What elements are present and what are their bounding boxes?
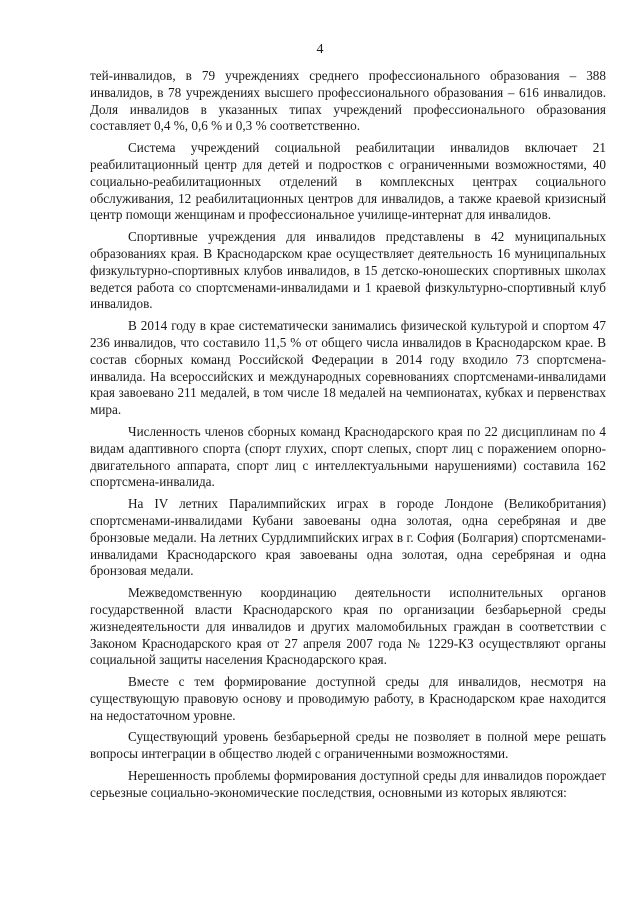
paragraph-paralympic-games: На IV летних Паралимпийских играх в городе Лондоне (Великобритания) спортсменами-инвалидами Кубани завоеваны одна золотая, одна серебряная и две бронзовые медали. На летних Сурдлимпийских играх в г. София (Болгария) спортсменами-инвалидами Краснодарского края завоеваны одна золотая, одна серебряная и одна бронзовая медали. xyxy=(90,496,606,579)
paragraph-coordination: Межведомственную координацию деятельности исполнительных органов государственной власти Краснодарского края по организации безбарьерной среды жизнедеятельности для инвалидов и других маломобильных граждан в соответствии с Законом Краснодарского края от 27 апреля 2007 года № 1229-КЗ осуществляют органы социальной защиты населения Краснодарского края. xyxy=(90,585,606,668)
paragraph-rehabilitation-system: Система учреждений социальной реабилитации инвалидов включает 21 реабилитационный центр для детей и подростков с ограниченными возможностями, 40 социально-реабилитационных отделений в комплексных центрах социального обслуживания, 12 реабилитационных центров для инвалидов, а также краевой кризисный центр помощи женщинам и профессиональное училище-интернат для инвалидов. xyxy=(90,140,606,223)
body-text xyxy=(90,68,606,807)
paragraph-consequences: Нерешенность проблемы формирования доступной среды для инвалидов порождает серьезные социально-экономические последствия, основными из которых являются: xyxy=(90,768,606,800)
paragraph-continuation: тей-инвалидов, в 79 учреждениях среднего профессионального образования – 388 инвалидов, в 78 учреждениях высшего профессионального образования – 616 инвалидов. Доля инвалидов в указанных типах учреждений профессионального образования составляет 0,4 %, 0,6 % и 0,3 % соответственно. xyxy=(90,68,606,134)
paragraph-team-members: Численность членов сборных команд Краснодарского края по 22 дисциплинам по 4 видам адаптивного спорта (спорт глухих, спорт слепых, спорт лиц с поражением опорно-двигательного аппарата, спорт лиц с интеллектуальными нарушениями) составила 162 спортсмена-инвалида. xyxy=(90,423,606,490)
paragraph-2014-statistics: В 2014 году в крае систематически занимались физической культурой и спортом 47 236 инвалидов, что составило 11,5 % от общего числа инвалидов в Краснодарском крае. В состав сборных команд Российской Федерации в 2014 году входило 73 спортсмена-инвалида. На всероссийских и международных соревнованиях спортсменами-инвалидами края завоевано 211 медалей, в том числе 18 медалей на чемпионатах, кубках и первенствах мира. xyxy=(90,318,606,418)
paragraph-barrier-free-level: Существующий уровень безбарьерной среды не позволяет в полной мере решать вопросы интеграции в общество людей с ограниченными возможностями. xyxy=(90,729,606,762)
paragraph-sport-institutions: Спортивные учреждения для инвалидов представлены в 42 муниципальных образованиях края. В Краснодарском крае осуществляет деятельность 16 муниципальных физкультурно-спортивных клубов инвалидов, в 15 детско-юношеских спортивных школах ведется работа со спортсменами-инвалидами и 1 краевой физкультурно-спортивный клуб инвалидов. xyxy=(90,229,606,312)
page-number: 4 xyxy=(316,42,324,57)
paragraph-insufficient-level: Вместе с тем формирование доступной среды для инвалидов, несмотря на существующую правовую основу и проводимую работу, в Краснодарском крае находится на недостаточном уровне. xyxy=(90,674,606,723)
